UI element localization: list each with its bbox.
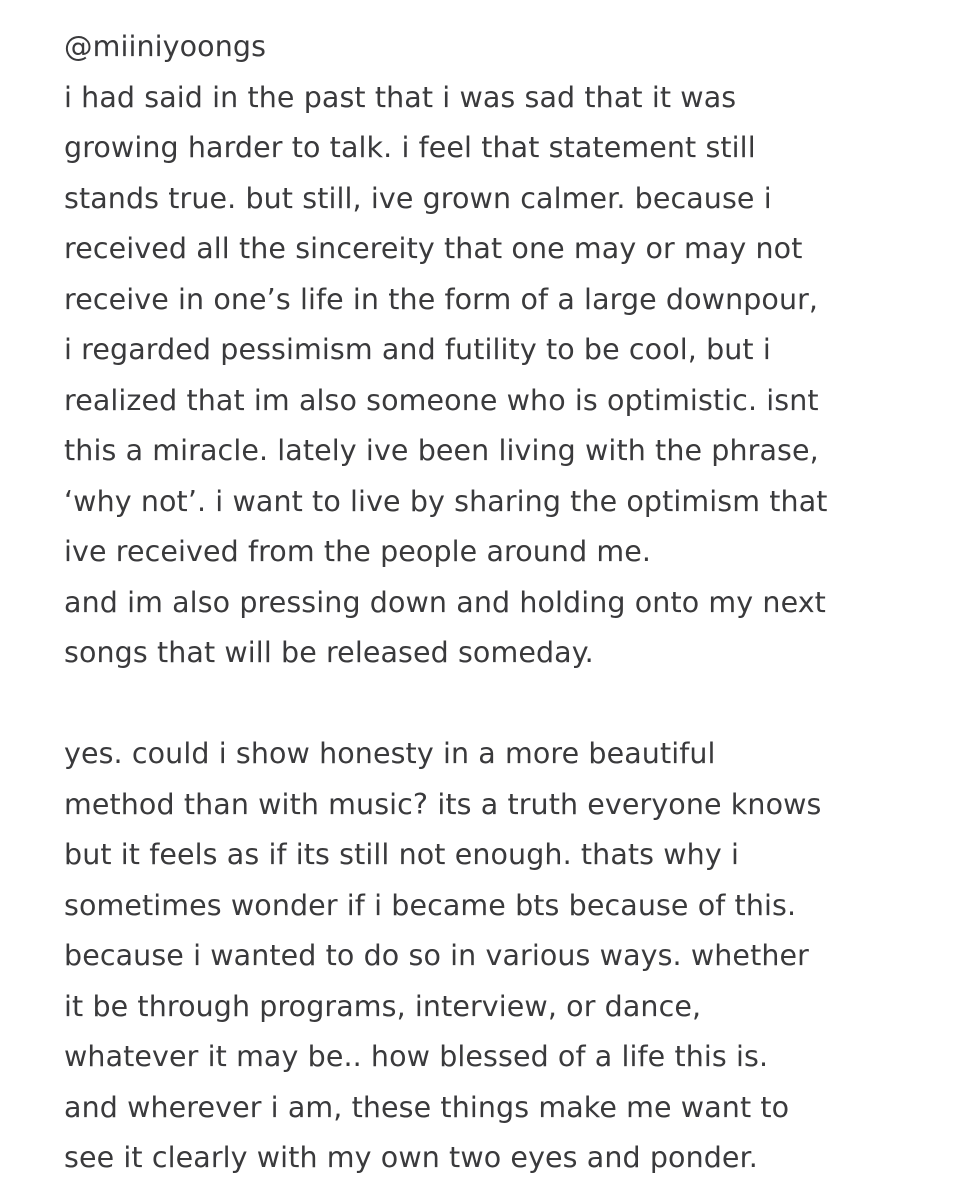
text-line: because i wanted to do so in various ways. whether [64,939,809,972]
text-line: see it clearly with my own two eyes and ponder. [64,1141,758,1174]
text-line: songs that will be released someday. [64,636,594,669]
paragraph-2 [64,729,944,1184]
text-line: method than with music? its a truth everyone knows [64,787,822,821]
text-line: stands true. but still, ive grown calmer. because i [64,181,772,215]
text-line: ‘why not’. i want to live by sharing the optimism that [64,484,828,518]
text-line: growing harder to talk. i feel that statement still [64,131,756,164]
text-line: whatever it may be.. how blessed of a life this is. [64,1040,769,1073]
text-line: receive in one’s life in the form of a large downpour, [64,282,819,316]
text-line: ive received from the people around me. [64,535,652,568]
paragraph-1 [64,73,944,679]
text-line: but it feels as if its still not enough. thats why i [64,838,739,871]
text-line: and im also pressing down and holding onto my next [64,585,826,619]
text-line: yes. could i show honesty in a more beautiful [64,737,716,770]
text-line: i regarded pessimism and futility to be cool, but i [64,333,771,366]
text-line: it be through programs, interview, or dance, [64,989,702,1023]
text-line: and wherever i am, these things make me want to [64,1090,790,1124]
text-line: sometimes wonder if i became bts because of this. [64,888,797,922]
text-line: i had said in the past that i was sad that it was [64,80,737,114]
paragraph-spacer [64,679,944,730]
text-line: realized that im also someone who is optimistic. isnt [64,383,819,417]
text-line: this a miracle. lately ive been living with the phrase, [64,434,819,467]
note-body [64,22,944,1184]
username: @miiniyoongs [64,30,267,63]
text-line: received all the sincereity that one may or may not [64,232,803,265]
